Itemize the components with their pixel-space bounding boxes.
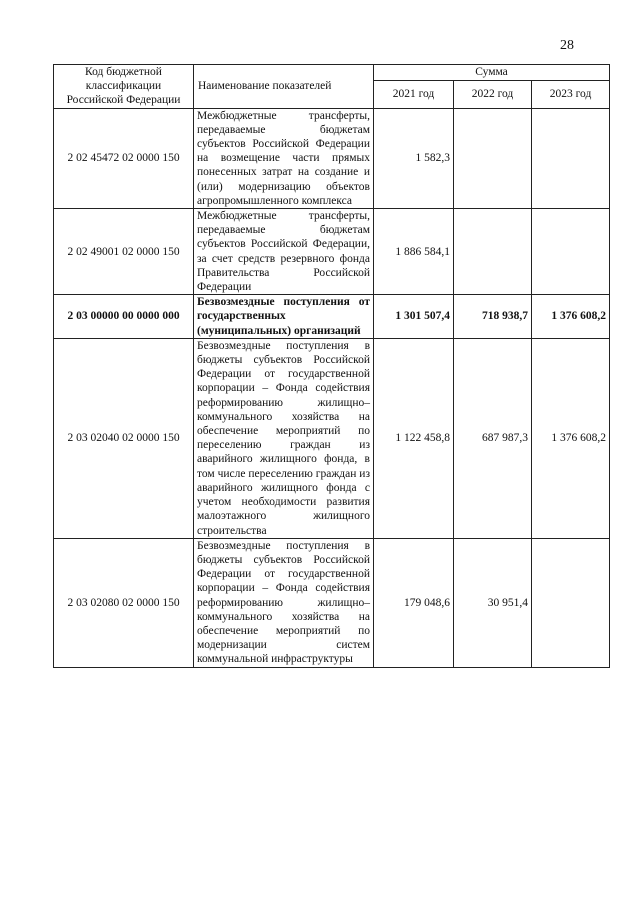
- row-value-2021: 179 048,6: [374, 538, 454, 667]
- row-value-2021: 1 122 458,8: [374, 338, 454, 538]
- table-row-total: [54, 295, 610, 339]
- row-code: 2 03 00000 00 0000 000: [54, 295, 194, 339]
- row-value-2022: 718 938,7: [454, 295, 532, 339]
- row-value-2021: 1 301 507,4: [374, 295, 454, 339]
- row-value-2023: [532, 108, 610, 208]
- header-code: Код бюджетной классификации Российской Федерации: [54, 65, 194, 109]
- row-value-2023: [532, 209, 610, 295]
- row-value-2021: 1 886 584,1: [374, 209, 454, 295]
- page-number: 28: [560, 38, 574, 53]
- row-value-2023: [532, 538, 610, 667]
- row-name: Безвозмездные поступления в бюджеты субъектов Российской Федерации от государственной корпорации – Фонда содействия реформированию жилищно–коммунального хозяйства на обеспечение мероприятий по модернизации систем коммунальной инфраструктуры: [194, 538, 374, 667]
- row-value-2021: 1 582,3: [374, 108, 454, 208]
- table-row: [54, 338, 610, 538]
- row-value-2022: 30 951,4: [454, 538, 532, 667]
- budget-table: [53, 64, 610, 668]
- row-name: Безвозмездные поступления в бюджеты субъектов Российской Федерации от государственной корпорации – Фонда содействия реформированию жилищно–коммунального хозяйства на обеспечение мероприятий по переселению граждан из аварийного жилищного фонда, в том числе переселению граждан из аварийного жилищного фонда с учетом необходимости развития малоэтажного жилищного строительства: [194, 338, 374, 538]
- row-value-2023: 1 376 608,2: [532, 295, 610, 339]
- row-value-2022: 687 987,3: [454, 338, 532, 538]
- row-code: 2 02 49001 02 0000 150: [54, 209, 194, 295]
- row-code: 2 03 02080 02 0000 150: [54, 538, 194, 667]
- row-value-2023: 1 376 608,2: [532, 338, 610, 538]
- table-row: [54, 108, 610, 208]
- row-value-2022: [454, 108, 532, 208]
- row-code: 2 02 45472 02 0000 150: [54, 108, 194, 208]
- header-year-2021: 2021 год: [374, 81, 454, 109]
- header-name: Наименование показателей: [194, 65, 374, 109]
- row-name: Безвозмездные поступления от государственных (муниципальных) организаций: [194, 295, 374, 339]
- table-row: [54, 538, 610, 667]
- header-sum: Сумма: [374, 65, 610, 81]
- table-row: [54, 209, 610, 295]
- header-year-2022: 2022 год: [454, 81, 532, 109]
- row-value-2022: [454, 209, 532, 295]
- row-name: Межбюджетные трансферты, передаваемые бюджетам субъектов Российской Федерации на возмещение части прямых понесенных затрат на создание и (или) модернизацию объектов агропромышленного комплекса: [194, 108, 374, 208]
- row-code: 2 03 02040 02 0000 150: [54, 338, 194, 538]
- header-year-2023: 2023 год: [532, 81, 610, 109]
- row-name: Межбюджетные трансферты, передаваемые бюджетам субъектов Российской Федерации, за счет средств резервного фонда Правительства Российской Федерации: [194, 209, 374, 295]
